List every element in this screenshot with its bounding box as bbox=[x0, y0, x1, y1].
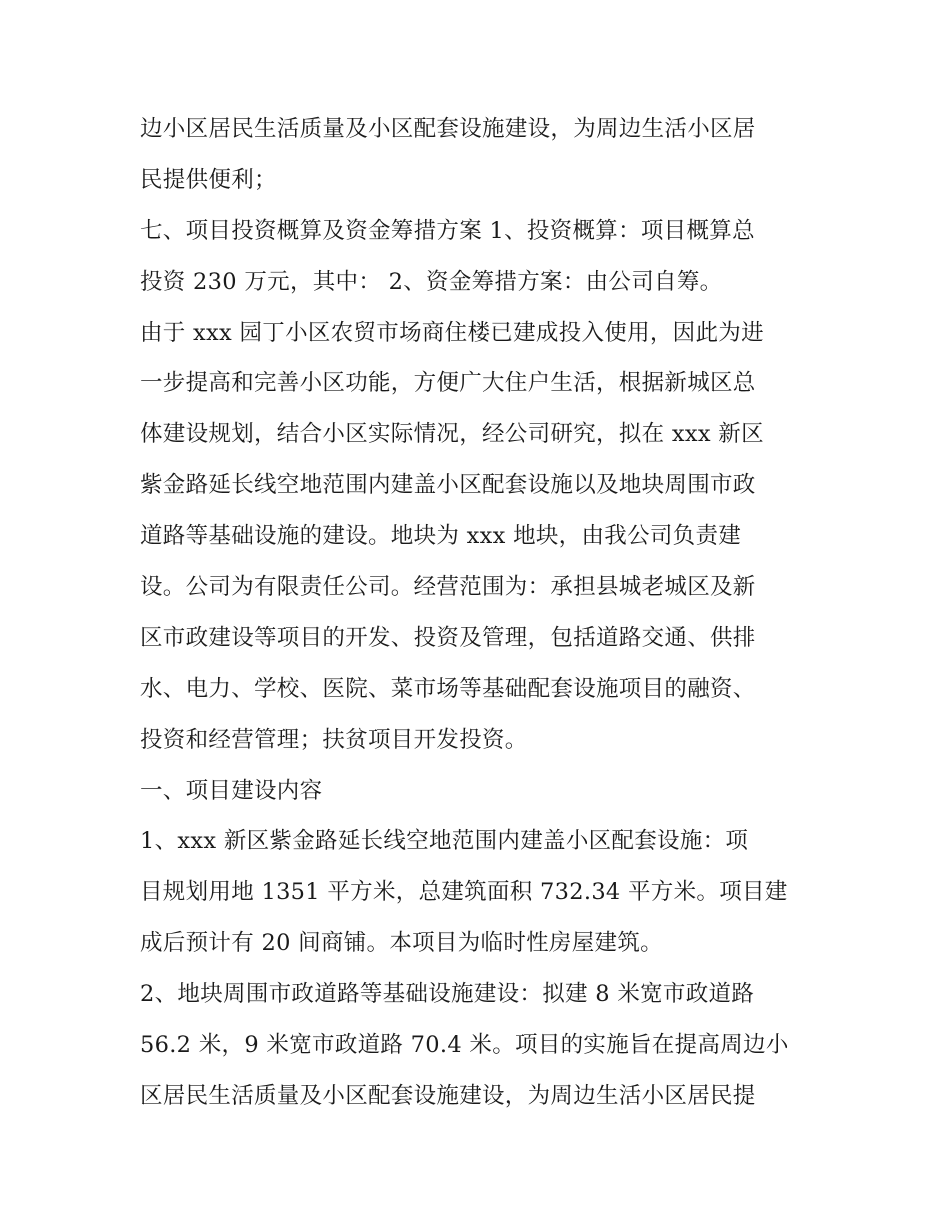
text-line: 成后预计有 20 间商铺。本项目为临时性房屋建筑。 bbox=[140, 930, 663, 957]
text-line: 区居民生活质量及小区配套设施建设，为周边生活小区居民提 bbox=[140, 1082, 756, 1109]
text-line: 民提供便利； bbox=[140, 166, 277, 193]
text-line: 投资 230 万元，其中： 2、资金筹措方案：由公司自筹。 bbox=[140, 268, 723, 295]
section-heading-investment: 七、项目投资概算及资金筹措方案 1、投资概算：项目概算总 bbox=[140, 217, 755, 244]
text-line: 56.2 米，9 米宽市政道路 70.4 米。项目的实施旨在提高周边小 bbox=[140, 1032, 789, 1059]
text-line: 道路等基础设施的建设。地块为 xxx 地块，由我公司负责建 bbox=[140, 523, 742, 550]
text-line: 投资和经营管理；扶贫项目开发投资。 bbox=[140, 726, 528, 753]
text-line: 由于 xxx 园丁小区农贸市场商住楼已建成投入使用，因此为进 bbox=[140, 319, 764, 346]
section-heading-construction: 一、项目建设内容 bbox=[140, 777, 323, 804]
text-line: 水、电力、学校、医院、菜市场等基础配套设施项目的融资、 bbox=[140, 675, 756, 702]
text-line: 设。公司为有限责任公司。经营范围为：承担县城老城区及新 bbox=[140, 574, 756, 601]
text-line: 边小区居民生活质量及小区配套设施建设，为周边生活小区居 bbox=[140, 116, 756, 142]
list-item-2: 2、地块周围市政道路等基础设施建设：拟建 8 米宽市政道路 bbox=[140, 981, 755, 1008]
text-line: 体建设规划，结合小区实际情况，经公司研究，拟在 xxx 新区 bbox=[140, 421, 764, 448]
text-line: 一步提高和完善小区功能，方便广大住户生活，根据新城区总 bbox=[140, 370, 756, 397]
list-item-1: 1、xxx 新区紫金路延长线空地范围内建盖小区配套设施：项 bbox=[140, 828, 749, 855]
text-line: 目规划用地 1351 平方米，总建筑面积 732.34 平方米。项目建 bbox=[140, 879, 788, 906]
text-line: 区市政建设等项目的开发、投资及管理，包括道路交通、供排 bbox=[140, 624, 756, 651]
text-line: 紫金路延长线空地范围内建盖小区配套设施以及地块周围市政 bbox=[140, 472, 756, 499]
body-text bbox=[140, 104, 820, 1122]
